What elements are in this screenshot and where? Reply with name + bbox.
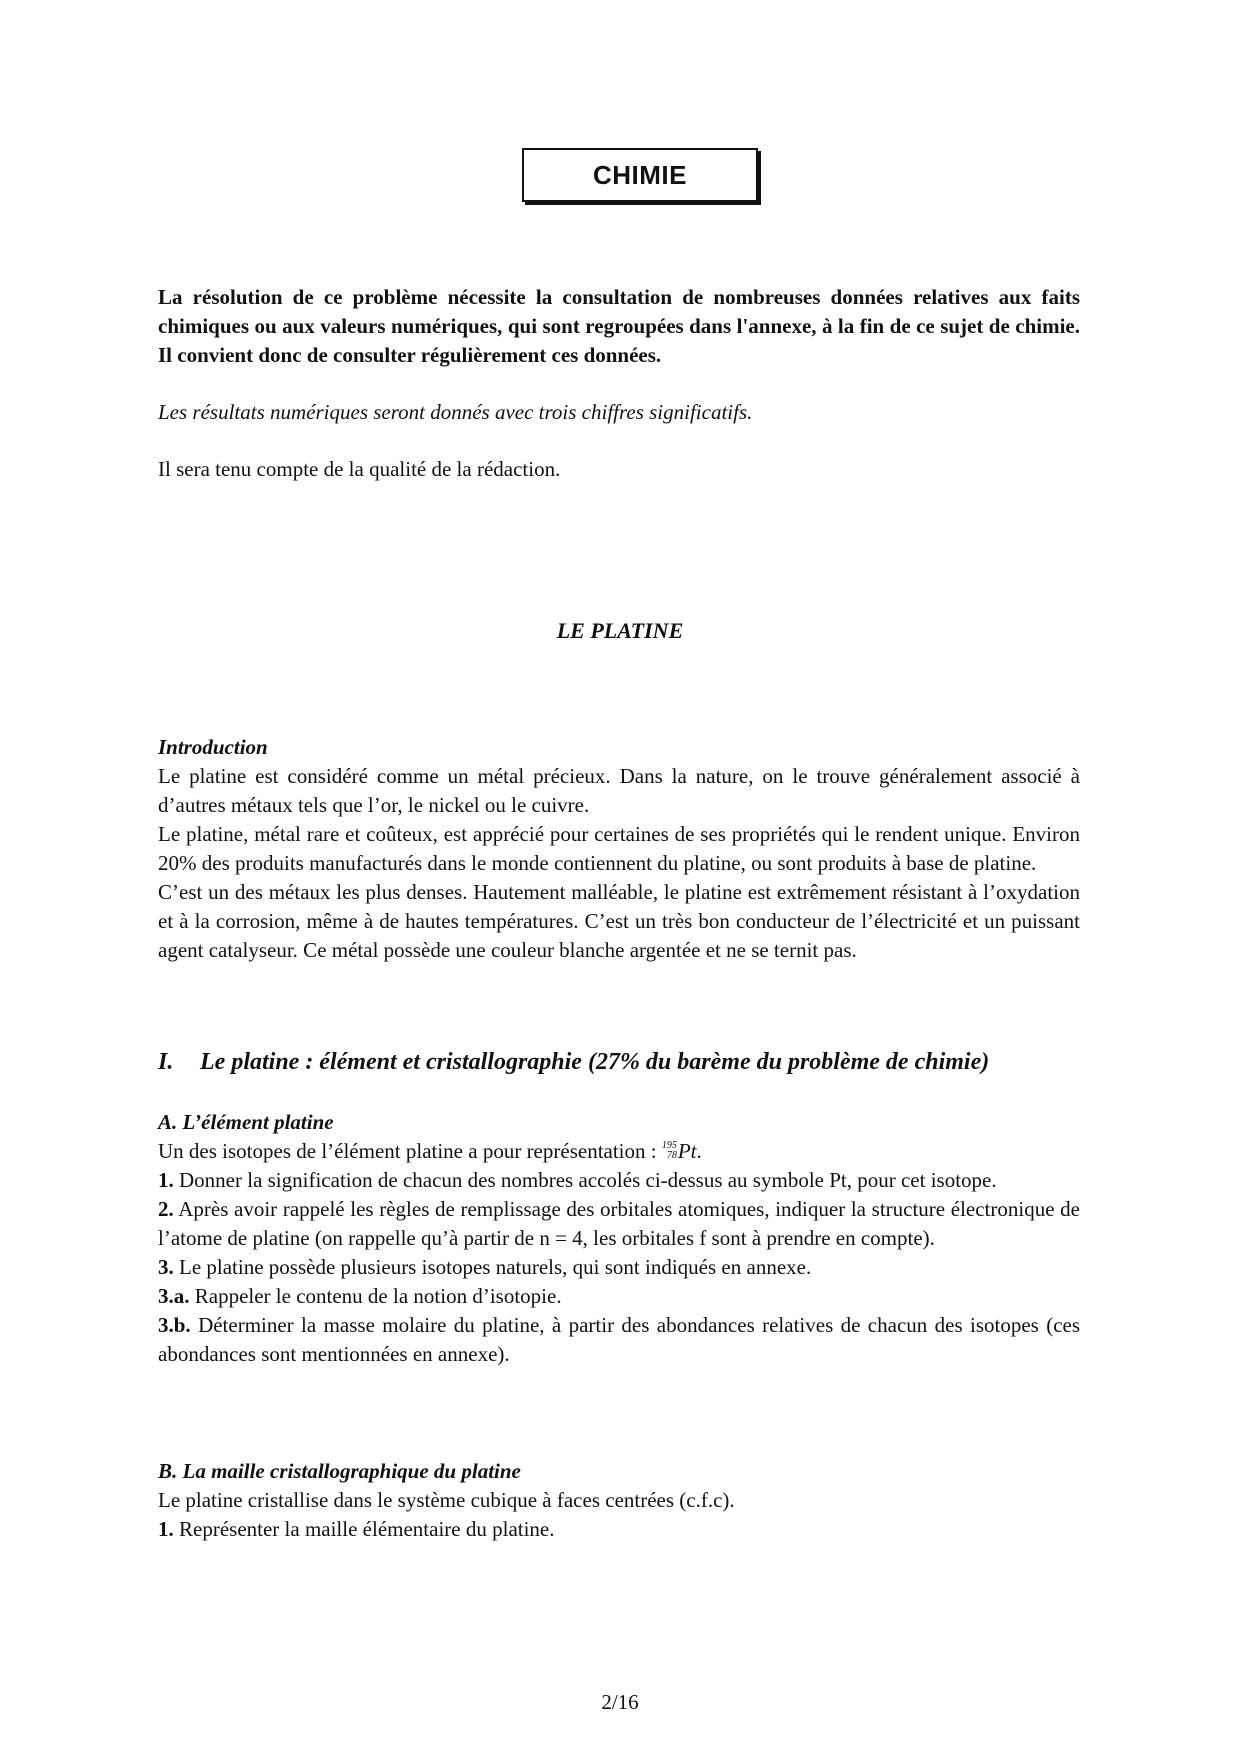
isotope-mass-number: 195: [661, 1140, 677, 1152]
page-number: 2/16: [601, 1690, 639, 1714]
results-note: [158, 398, 1080, 427]
intro-paragraph: Le platine est considéré comme un métal précieux. Dans la nature, on le trouve généralement associé à d’autres métaux tels que l’or, le nickel ou le cuivre.: [158, 764, 1080, 817]
section-a-intro: [158, 1137, 1080, 1166]
part-one-title-text: Le platine : élément et cristallographie (27% du barème du problème de chimie): [200, 1049, 990, 1075]
question: [158, 1195, 1080, 1253]
isotope-numbers: [662, 1141, 677, 1161]
question-text: Représenter la maille élémentaire du platine.: [179, 1517, 555, 1541]
question-text: Rappeler le contenu de la notion d’isotopie.: [194, 1284, 562, 1308]
isotope-symbol: Pt: [677, 1139, 697, 1163]
introduction-section: [158, 733, 1080, 965]
isotope-notation: [662, 1139, 697, 1163]
question-number: 3.b.: [158, 1313, 191, 1337]
question-text: Déterminer la masse molaire du platine, à partir des abondances relatives de chacun des isotopes (ces abondances sont mentionnées en annexe).: [158, 1313, 1081, 1366]
isotope-atomic-number: 78: [666, 1150, 677, 1162]
part-one-number: I.: [158, 1049, 174, 1075]
instructions-warning: [158, 283, 1080, 370]
warning-text: La résolution de ce problème nécessite la consultation de nombreuses données relatives aux faits chimiques ou aux valeurs numériques, qui sont regroupées dans l'annexe, à la fin de ce sujet de chimie. Il convient donc de consulter régulièrement ces données.: [158, 285, 1080, 367]
question: [158, 1515, 1080, 1544]
intro-paragraph: Le platine, métal rare et coûteux, est apprécié pour certaines de ses propriétés qui le rendent unique. Environ 20% des produits manufacturés dans le monde contiennent du platine, ou sont produits à base de platine.: [158, 822, 1080, 875]
section-b: [158, 1457, 1080, 1544]
question: [158, 1253, 1080, 1282]
question-number: 3.a.: [158, 1284, 190, 1308]
part-one-title: [158, 1045, 1118, 1079]
question-text: Après avoir rappelé les règles de remplissage des orbitales atomiques, indiquer la structure électronique de l’atome de platine (on rappelle qu’à partir de n = 4, les orbitales f sont à prendre en compte).: [158, 1197, 1080, 1250]
introduction-heading: Introduction: [158, 735, 268, 759]
isotope-trailing: .: [696, 1139, 702, 1163]
intro-paragraph: C’est un des métaux les plus denses. Hautement malléable, le platine est extrêmement résistant à l’oxydation et à la corrosion, même à de hautes températures. C’est un très bon conducteur de l’électricité et un puissant agent catalyseur. Ce métal possède une couleur blanche argentée et ne se ternit pas.: [158, 880, 1080, 962]
subject-title-box: CHIMIE: [522, 148, 758, 202]
redaction-note: [158, 455, 1080, 484]
question-number: 1.: [158, 1517, 174, 1541]
section-a-intro-text: Un des isotopes de l’élément platine a pour représentation :: [158, 1139, 657, 1163]
section-b-intro: Le platine cristallise dans le système cubique à faces centrées (c.f.c).: [158, 1488, 735, 1512]
results-note-text: Les résultats numériques seront donnés avec trois chiffres significatifs.: [158, 400, 753, 424]
question-number: 2.: [158, 1197, 174, 1221]
problem-title: LE PLATINE: [556, 618, 684, 643]
section-b-heading: B. La maille cristallographique du platine: [158, 1459, 521, 1483]
question: [158, 1166, 1080, 1195]
question: [158, 1282, 1080, 1311]
section-a-heading: A. L’élément platine: [158, 1110, 334, 1134]
question-number: 3.: [158, 1255, 174, 1279]
question: [158, 1311, 1080, 1369]
redaction-note-text: Il sera tenu compte de la qualité de la rédaction.: [158, 457, 561, 481]
section-a: [158, 1108, 1080, 1369]
question-text: Le platine possède plusieurs isotopes naturels, qui sont indiqués en annexe.: [179, 1255, 812, 1279]
question-number: 1.: [158, 1168, 174, 1192]
question-text: Donner la signification de chacun des nombres accolés ci-dessus au symbole Pt, pour cet isotope.: [179, 1168, 997, 1192]
